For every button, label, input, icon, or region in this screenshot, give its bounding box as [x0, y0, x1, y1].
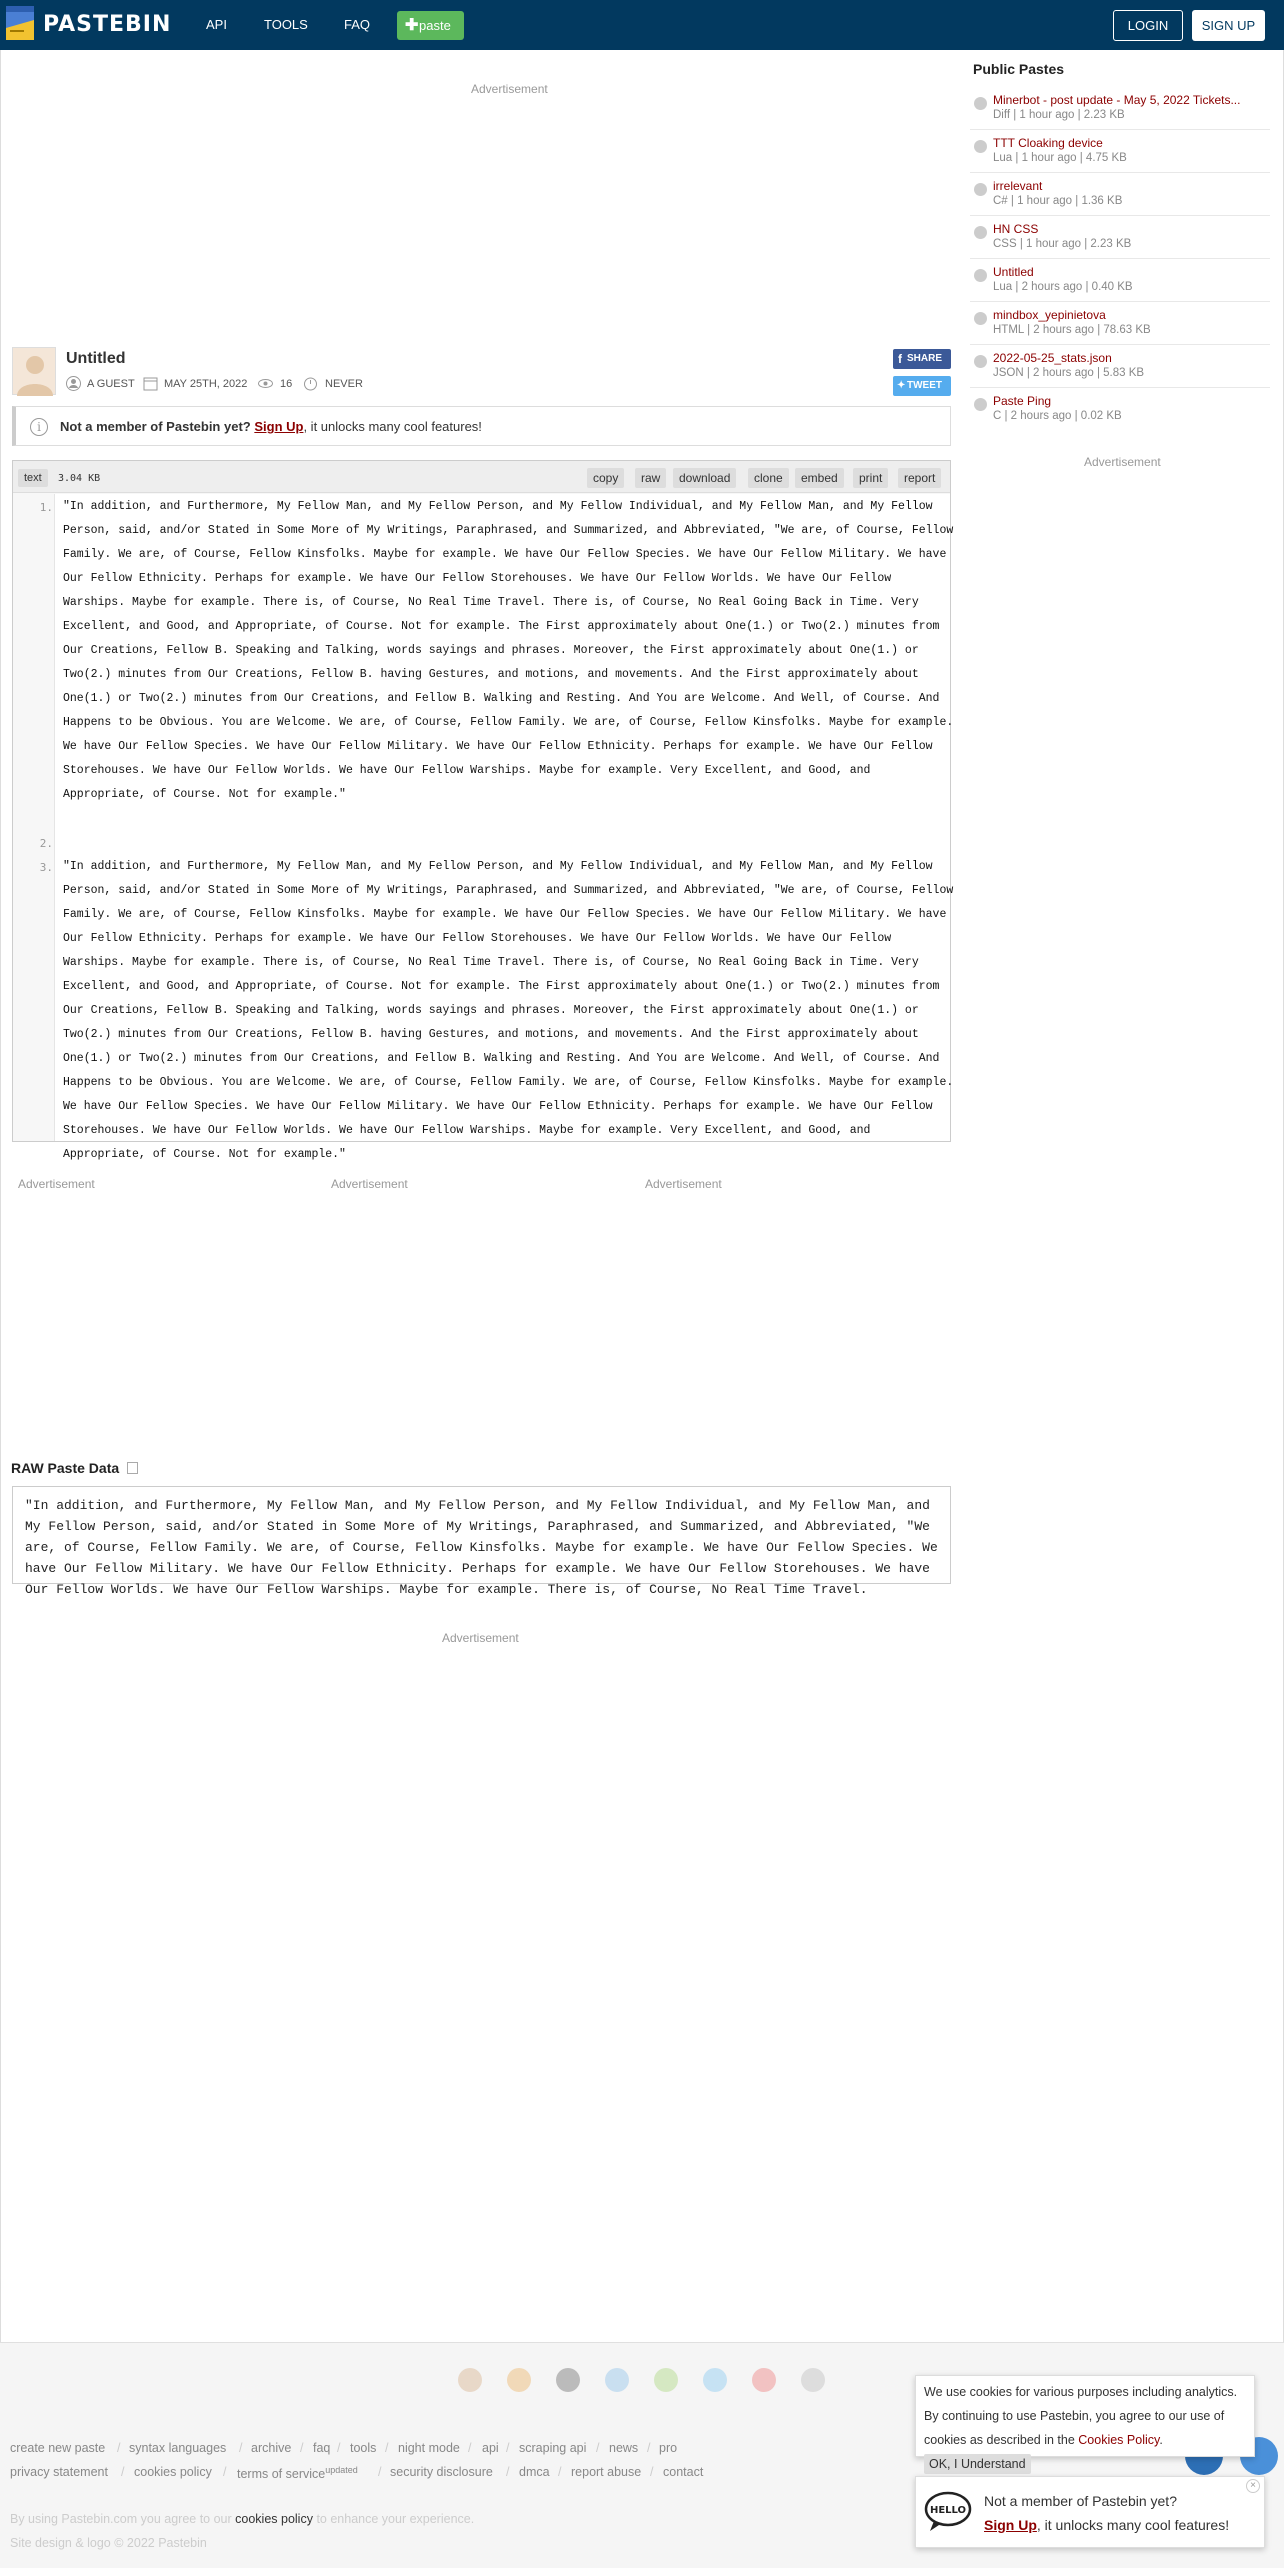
- clone-button[interactable]: clone: [748, 468, 789, 488]
- raw-paste-textarea[interactable]: "In addition, and Furthermore, My Fellow Man, and My Fellow Person, and My Fellow Individual, and My Fellow Man, and My Fellow Person, said, and/or Stated in Some More of My Writings, Paraphrased, and Summarized, and Abbreviated, "We are, of Course, Fellow Family. We are, of Course, Fellow Kinsfolks. Maybe for example. We have Our Fellow Species. We have Our Fellow Military. We have Our Fellow Ethnicity. Perhaps for example. We have Our Fellow Storehouses. We have Our Fellow Worlds. We have Our Fellow Warships. Maybe for example. There is, of Course, No Real Time Travel.: [12, 1486, 951, 1584]
- hello-line1: Not a member of Pastebin yet?: [984, 2493, 1177, 2509]
- tweet-label: TWEET: [907, 380, 942, 391]
- raw-paste-title: [11, 1460, 138, 1476]
- download-button[interactable]: download: [673, 468, 736, 488]
- public-paste-info: JSON | 2 hours ago | 5.83 KB: [993, 367, 1145, 379]
- footer-link[interactable]: pro: [659, 2441, 678, 2455]
- footer-link[interactable]: faq: [313, 2441, 331, 2455]
- report-button[interactable]: report: [898, 468, 941, 488]
- raw-title-text: RAW Paste Data: [11, 1460, 120, 1476]
- hello-signup-link[interactable]: Sign Up: [984, 2517, 1037, 2533]
- code-toolbar: [13, 461, 950, 493]
- twitter-tweet-button[interactable]: [893, 376, 951, 396]
- ad-label-mid-2: Advertisement: [331, 1177, 408, 1191]
- footer-link[interactable]: tools: [350, 2441, 377, 2455]
- nav-api[interactable]: API: [206, 17, 227, 32]
- mac-icon[interactable]: [703, 2368, 727, 2392]
- paste-date: MAY 25TH, 2022: [164, 378, 248, 390]
- code-body: [13, 494, 954, 1161]
- avatar: [12, 347, 56, 395]
- pastebin-logo-icon[interactable]: [2, 4, 38, 44]
- public-paste-link[interactable]: TTT Cloaking device: [993, 136, 1103, 150]
- notice-bold: Not a member of Pastebin yet?: [60, 419, 251, 434]
- globe-icon: [974, 140, 987, 153]
- footer-link[interactable]: archive: [251, 2441, 292, 2455]
- raw-button[interactable]: raw: [635, 468, 666, 488]
- print-button[interactable]: print: [853, 468, 888, 488]
- syntax-badge[interactable]: text: [18, 469, 48, 487]
- footer-link[interactable]: scraping api: [519, 2441, 587, 2455]
- new-paste-label: paste: [419, 18, 451, 33]
- public-paste-link[interactable]: 2022-05-25_stats.json: [993, 351, 1112, 365]
- copy-icon[interactable]: [127, 1462, 138, 1474]
- notice-rest: , it unlocks many cool features!: [303, 419, 482, 434]
- cookie-policy-link[interactable]: Cookies Policy: [1078, 2433, 1160, 2447]
- public-paste-info: Diff | 1 hour ago | 2.23 KB: [993, 109, 1125, 121]
- hello-rest: , it unlocks many cool features!: [1036, 2517, 1230, 2533]
- firefox-icon[interactable]: [507, 2368, 531, 2392]
- cookie-consent-popup: We use cookies for various purposes including analytics. By continuing to use Pastebin, you agree to our use of cookies as described in the Cookies Policy. OK, I Understand: [915, 2375, 1255, 2457]
- eye-icon: [258, 376, 273, 391]
- globe-icon: [974, 226, 987, 239]
- paste-views: 16: [280, 378, 293, 390]
- cookie-text: We use cookies for various purposes including analytics. By continuing to use Pastebin, you agree to our use of cookies as described in the: [924, 2385, 1238, 2447]
- line-number: 2.: [39, 837, 53, 850]
- footer-copyright: Site design & logo © 2022 Pastebin: [10, 2536, 207, 2550]
- footer-link[interactable]: create new paste: [10, 2441, 106, 2455]
- paste-title: Untitled: [66, 350, 126, 367]
- public-paste-info: C | 2 hours ago | 0.02 KB: [993, 410, 1122, 422]
- line-number-gutter: [13, 494, 55, 1141]
- footer-link[interactable]: night mode: [398, 2441, 460, 2455]
- public-paste-link[interactable]: irrelevant: [993, 179, 1043, 193]
- ad-label-top: Advertisement: [471, 82, 548, 96]
- globe-icon: [974, 355, 987, 368]
- public-paste-info: CSS | 1 hour ago | 2.23 KB: [993, 238, 1132, 250]
- user-icon: [66, 376, 81, 391]
- public-paste-info: Lua | 1 hour ago | 4.75 KB: [993, 152, 1127, 164]
- public-paste-item[interactable]: [970, 306, 1270, 348]
- footer-cookies-link[interactable]: cookies policy: [235, 2512, 313, 2526]
- android-icon[interactable]: [654, 2368, 678, 2392]
- public-paste-item[interactable]: [970, 134, 1270, 176]
- logo-text[interactable]: PASTEBIN: [43, 12, 172, 37]
- public-paste-link[interactable]: Minerbot - post update - May 5, 2022 Tickets...: [993, 93, 1241, 107]
- public-paste-link[interactable]: Paste Ping: [993, 394, 1052, 408]
- paste-author[interactable]: A GUEST: [87, 378, 135, 390]
- expire-icon: [303, 376, 318, 391]
- new-paste-button[interactable]: [397, 11, 464, 40]
- windows-icon[interactable]: [605, 2368, 629, 2392]
- public-paste-link[interactable]: HN CSS: [993, 222, 1039, 236]
- chrome-icon[interactable]: [458, 2368, 482, 2392]
- facebook-share-button[interactable]: [893, 349, 951, 369]
- footer-link[interactable]: privacy statement: [10, 2465, 108, 2479]
- public-paste-item[interactable]: [970, 177, 1270, 219]
- public-paste-item[interactable]: [970, 220, 1270, 262]
- embed-button[interactable]: embed: [795, 468, 844, 488]
- nav-faq[interactable]: FAQ: [344, 17, 371, 32]
- ios-icon[interactable]: [556, 2368, 580, 2392]
- share-label: SHARE: [907, 353, 943, 364]
- footer-link[interactable]: cookies policy: [134, 2465, 212, 2479]
- public-paste-item[interactable]: [970, 91, 1270, 133]
- globe-icon: [974, 312, 987, 325]
- info-icon: i: [30, 418, 48, 436]
- updated-badge: updated: [325, 2465, 358, 2475]
- paste-size: 3.04 KB: [58, 473, 101, 484]
- ad-label-sidebar: Advertisement: [1084, 455, 1161, 469]
- footer-link[interactable]: syntax languages: [129, 2441, 227, 2455]
- code-line: "In addition, and Furthermore, My Fellow Man, and My Fellow Person, and My Fellow Individual, and My Fellow Man, and My Fellow Person, said, and/or Stated in Some More of My Writings, Paraphrased, and Summarized, and Abbreviated, "We are, of Course, Fellow Family. We are, of Course, Fellow Kinsfolks. Maybe for example. We have Our Fellow Species. We have Our Fellow Military. We have Our Fellow Ethnicity. Perhaps for example. We have Our Fellow Storehouses. We have Our Fellow Worlds. We have Our Fellow Warships. Maybe for example. There is, of Course, No Real Time Travel. There is, of Course, No Real Going Back in Time. Very Excellent, and Good, and Appropriate, of Course. Not for example. The First approximately about One(1.) or Two(2.) minutes from Our Creations, Fellow B. Speaking and Talking, words sayings and phrases. Moreover, the First approximately about One(1.) or Two(2.) minutes from Our Creations, Fellow B. having Gestures, and motions, and movements. And the First approximately about One(1.) or Two(2.) minutes from Our Creations, and Fellow B. Walking and Resting. And You are Welcome. And Well, of Course. And Happens to be Obvious. You are Welcome. We are, of Course, Fellow Family. We are, of Course, Fellow Kinsfolks. Maybe for example. We have Our Fellow Species. We have Our Fellow Military. We have Our Fellow Ethnicity. Perhaps for example. We have Our Fellow Storehouses. We have Our Fellow Worlds. We have Our Fellow Warships. Maybe for example. Very Excellent, and Good, and Appropriate, of Course. Not for example.": [63, 860, 954, 1161]
- top-header: [0, 0, 1284, 50]
- public-paste-item[interactable]: [970, 263, 1270, 305]
- footer-link[interactable]: api: [482, 2441, 499, 2455]
- footer-link[interactable]: dmca: [519, 2465, 550, 2479]
- login-button[interactable]: LOGIN: [1113, 10, 1183, 41]
- twitter-icon: ✦: [897, 380, 906, 391]
- svg-text:HELLO: HELLO: [929, 2505, 967, 2516]
- public-paste-link[interactable]: mindbox_yepinietova: [993, 308, 1106, 322]
- public-paste-info: C# | 1 hour ago | 1.36 KB: [993, 195, 1123, 207]
- signup-promo-popup: [915, 2476, 1265, 2548]
- footer-link[interactable]: terms of service$^{updated}$: [237, 2465, 358, 2482]
- cookie-ok-button[interactable]: OK, I Understand: [924, 2454, 1031, 2474]
- code-line: "In addition, and Furthermore, My Fellow Man, and My Fellow Person, and My Fellow Individual, and My Fellow Man, and My Fellow Person, said, and/or Stated in Some More of My Writings, Paraphrased, and Summarized, and Abbreviated, "We are, of Course, Fellow Family. We are, of Course, Fellow Kinsfolks. Maybe for example. We have Our Fellow Species. We have Our Fellow Military. We have Our Fellow Ethnicity. Perhaps for example. We have Our Fellow Storehouses. We have Our Fellow Worlds. We have Our Fellow Warships. Maybe for example. There is, of Course, No Real Time Travel. There is, of Course, No Real Going Back in Time. Very Excellent, and Good, and Appropriate, of Course. Not for example. The First approximately about One(1.) or Two(2.) minutes from Our Creations, Fellow B. Speaking and Talking, words sayings and phrases. Moreover, the First approximately about One(1.) or Two(2.) minutes from Our Creations, Fellow B. having Gestures, and motions, and movements. And the First approximately about One(1.) or Two(2.) minutes from Our Creations, and Fellow B. Walking and Resting. And You are Welcome. And Well, of Course. And Happens to be Obvious. You are Welcome. We are, of Course, Fellow Family. We are, of Course, Fellow Kinsfolks. Maybe for example. We have Our Fellow Species. We have Our Fellow Military. We have Our Fellow Ethnicity. Perhaps for example. We have Our Fellow Storehouses. We have Our Fellow Worlds. We have Our Fellow Warships. Maybe for example. Very Excellent, and Good, and Appropriate, of Course. Not for example.": [63, 500, 954, 801]
- footer-link[interactable]: contact: [663, 2465, 704, 2479]
- ad-label-mid-1: Advertisement: [18, 1177, 95, 1191]
- copy-button[interactable]: copy: [587, 468, 624, 488]
- ad-label-bottom: Advertisement: [442, 1631, 519, 1645]
- globe-icon: [974, 269, 987, 282]
- footer-link[interactable]: report abuse: [571, 2465, 642, 2479]
- public-paste-link[interactable]: Untitled: [993, 265, 1034, 279]
- opera-icon[interactable]: [752, 2368, 776, 2392]
- footer-link[interactable]: security disclosure: [390, 2465, 493, 2479]
- ad-label-mid-3: Advertisement: [645, 1177, 722, 1191]
- notice-signup-link[interactable]: Sign Up: [254, 419, 304, 434]
- hello-bubble-icon: [924, 2491, 972, 2533]
- public-paste-info: HTML | 2 hours ago | 78.63 KB: [993, 324, 1151, 336]
- line-number: 3.: [39, 861, 53, 874]
- facebook-icon: f: [898, 352, 902, 366]
- nav-tools[interactable]: TOOLS: [264, 17, 308, 32]
- calendar-icon: [143, 376, 158, 391]
- footer-agree: By using Pastebin.com you agree to our cookies policy to enhance your experience.: [10, 2512, 475, 2526]
- public-paste-item[interactable]: [970, 392, 1270, 434]
- globe-icon: [974, 398, 987, 411]
- linux-icon[interactable]: [801, 2368, 825, 2392]
- member-notice: [12, 406, 951, 446]
- public-pastes-title: Public Pastes: [973, 61, 1065, 77]
- close-icon[interactable]: ×: [1246, 2479, 1260, 2493]
- public-paste-item[interactable]: [970, 349, 1270, 391]
- line-number: 1.: [39, 501, 53, 514]
- globe-icon: [974, 97, 987, 110]
- plus-icon: ✚: [405, 17, 419, 34]
- footer-link[interactable]: news: [609, 2441, 639, 2455]
- globe-icon: [974, 183, 987, 196]
- paste-code-box: [12, 460, 954, 1161]
- paste-expires: NEVER: [325, 378, 363, 390]
- public-paste-info: Lua | 2 hours ago | 0.40 KB: [993, 281, 1133, 293]
- signup-button[interactable]: SIGN UP: [1192, 10, 1265, 41]
